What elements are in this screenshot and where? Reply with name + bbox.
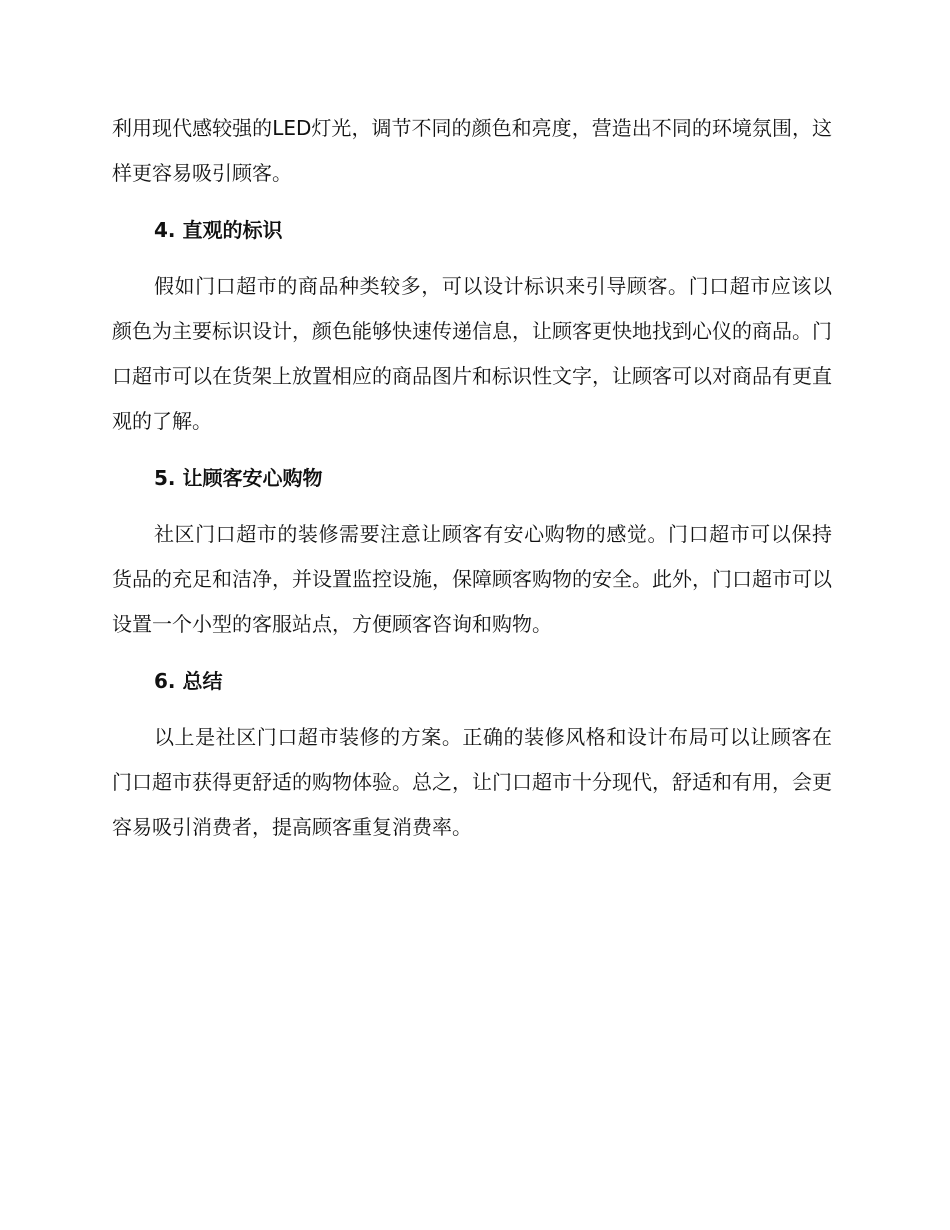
section-heading-intuitive-signage: 4. 直观的标识 [154,218,283,242]
section-heading-safe-shopping: 5. 让顾客安心购物 [154,466,323,490]
paragraph-summary: 以上是社区门口超市装修的方案。正确的装修风格和设计布局可以让顾客在门口超市获得更舒适的购物体验。总之，让门口超市十分现代，舒适和有用，会更容易吸引消费者，提高顾客重复消费率。 [112,725,832,839]
document-page [112,106,832,850]
paragraph-intuitive-signage: 假如门口超市的商品种类较多，可以设计标识来引导顾客。门口超市应该以颜色为主要标识设计，颜色能够快速传递信息，让顾客更快地找到心仪的商品。门口超市可以在货架上放置相应的商品图片和标识性文字，让顾客可以对商品有更直观的了解。 [112,274,832,433]
paragraph-safe-shopping: 社区门口超市的装修需要注意让顾客有安心购物的感觉。门口超市可以保持货品的充足和洁净，并设置监控设施，保障顾客购物的安全。此外，门口超市可以设置一个小型的客服站点，方便顾客咨询和购物。 [112,522,832,636]
section-heading-summary: 6. 总结 [154,669,223,693]
continued-paragraph: 利用现代感较强的LED灯光，调节不同的颜色和亮度，营造出不同的环境氛围，这样更容易吸引顾客。 [112,116,832,185]
